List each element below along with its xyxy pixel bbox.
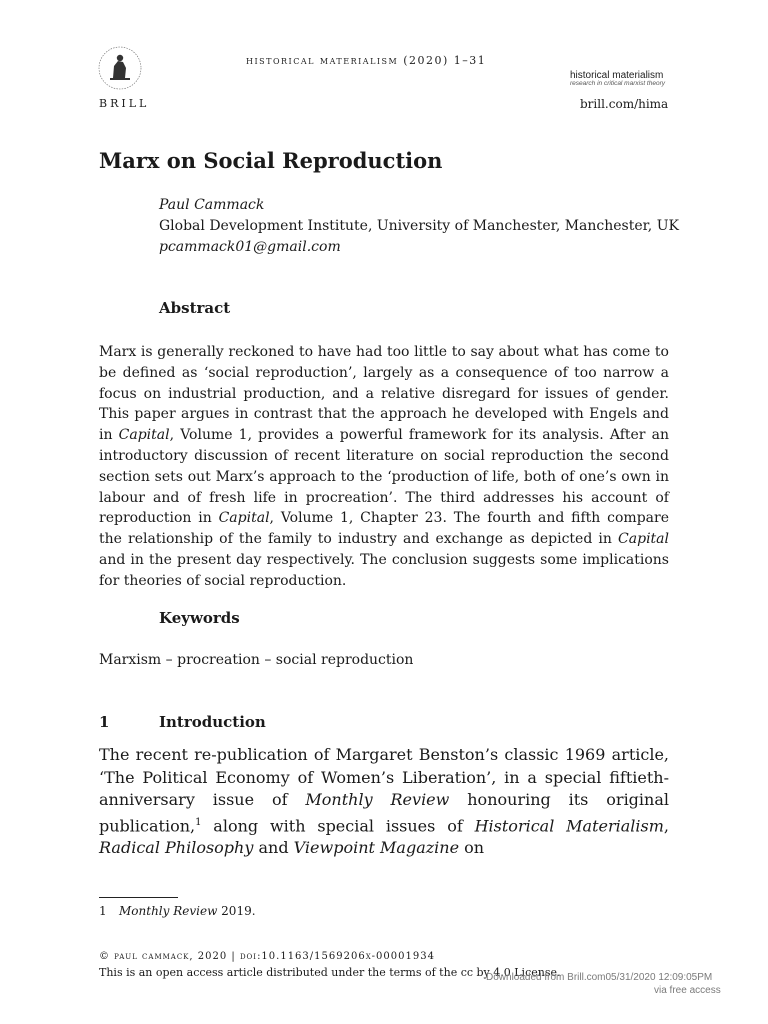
journal-brand-tagline: research in critical marxist theory	[570, 80, 665, 87]
journal-url-link[interactable]: brill.com/hima	[580, 97, 669, 111]
license-statement: This is an open access article distributed under the terms of the cc by 4.0 License.	[99, 966, 561, 979]
footnote-ref-1[interactable]: 1	[195, 816, 202, 828]
article-title: Marx on Social Reproduction	[99, 148, 443, 173]
keywords-heading: Keywords	[159, 609, 240, 627]
abstract-text: Marx is generally reckoned to have had too little to say about what has come to be defined as ‘social reproduction’, largely as a consequence of too narrow a focus on industrial production, and a relative disregard for issues of gender. This paper argues in contrast that the approach he developed with Engels and in Capital, Volume 1, provides a powerful framework for its analysis. After an introductory discussion of recent literature on social reproduction the second section sets out Marx’s approach to the ‘production of life, both of one’s own in labour and of fresh life in procreation’. The third addresses his account of reproduction in Capital, Volume 1, Chapter 23. The fourth and fifth compare the relationship of the family to industry and exchange as depicted in Capital and in the present day respectively. The conclusion suggests some implications for theories of social reproduction.	[99, 344, 669, 589]
journal-brand-name: historical materialism	[570, 70, 664, 81]
keywords-list: Marxism – procreation – social reproduction	[99, 652, 414, 668]
access-stamp: via free access	[654, 985, 721, 996]
abstract-heading: Abstract	[159, 299, 231, 317]
section-number: 1	[99, 713, 110, 731]
footnote-1: 1 Monthly Review 2019.	[99, 904, 256, 918]
publisher-name: BRILL	[99, 97, 150, 110]
brill-printer-seal-icon	[96, 44, 144, 92]
introduction-heading: Introduction	[159, 713, 266, 731]
introduction-text: The recent re-publication of Margaret Benston’s classic 1969 article, ‘The Political Economy of Women’s Liberation’, in a special fiftieth-anniversary issue of Monthly Review honouring its original publication,$^1$ along with special issues of Historical Materialism, Radical Philosophy and Viewpoint Magazine on	[99, 745, 670, 858]
author-affiliation: Global Development Institute, University of Manchester, Manchester, UK	[159, 218, 679, 234]
author-name: Paul Cammack	[159, 197, 265, 213]
journal-header: historical materialism (2020) 1–31	[246, 54, 487, 67]
copyright-doi: © paul cammack, 2020 | doi:10.1163/1569206x-00001934	[99, 951, 435, 962]
footnote-divider	[99, 897, 178, 898]
download-stamp: Downloaded from Brill.com05/31/2020 12:09:05PM	[486, 972, 713, 983]
author-email-link[interactable]: pcammack01@gmail.com	[159, 239, 341, 255]
